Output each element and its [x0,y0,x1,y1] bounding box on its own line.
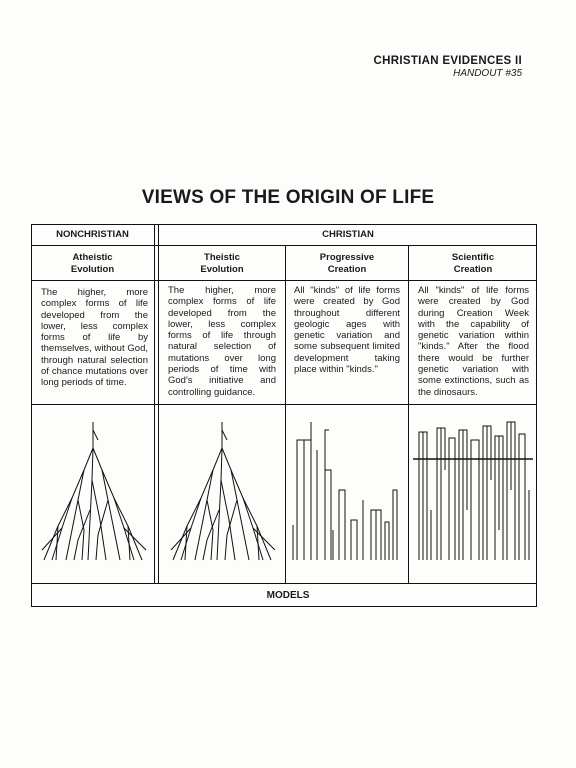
heading-line: Atheistic [72,252,113,263]
column-divider [285,245,286,583]
table-rule [31,245,537,246]
evolution-tree-model-atheistic [34,410,152,580]
heading-line: Progressive [319,252,375,263]
heading-line: Creation [327,264,367,275]
description-atheistic-evolution: The higher, more complex forms of life developed from the lower, less complex forms of life by themselves, without God, through natural selection of chance mutations over long periods of time. [41,287,148,389]
christian-label: CHRISTIAN [322,229,374,240]
table-rule [31,280,537,281]
handout-header [374,55,522,79]
progressive-creation-model [289,410,405,580]
table-rule [31,583,537,584]
heading-line: Evolution [70,264,115,275]
handout-number: HANDOUT #35 [453,68,522,79]
page-title: VIEWS OF THE ORIGIN OF LIFE [141,187,435,208]
heading-line: Creation [453,264,493,275]
heading-atheistic-evolution [31,252,154,276]
heading-line: Evolution [200,264,244,275]
group-divider [154,224,155,583]
description-progressive-creation: All "kinds" of life forms were created by God throughout different geologic ages with genetic variation and some subsequent limited development taking place within "kinds." [294,285,400,376]
group-divider [158,224,159,583]
description-scientific-creation: All "kinds" of life forms were created by God during Creation Week with the capability of genetic variation within "kinds." After the flood there would be further genetic variation with some extinctions, such as the dinosaurs. [418,285,529,398]
heading-theistic-evolution [159,252,285,276]
column-divider [408,245,409,583]
models-label: MODELS [266,590,310,601]
heading-scientific-creation [409,252,537,276]
heading-line: Theistic [204,252,240,263]
description-theistic-evolution: The higher, more complex forms of life developed from the lower, less complex forms of life through natural selection of mutations over long periods of time with God's initiative and controlling guidance. [168,285,276,398]
heading-line: Scientific [451,252,495,263]
course-title: CHRISTIAN EVIDENCES II [373,55,522,67]
evolution-tree-model-theistic [162,410,282,580]
scientific-creation-model [411,410,535,580]
heading-progressive-creation [286,252,408,276]
nonchristian-label: NONCHRISTIAN [56,229,129,240]
table-rule [31,404,537,405]
